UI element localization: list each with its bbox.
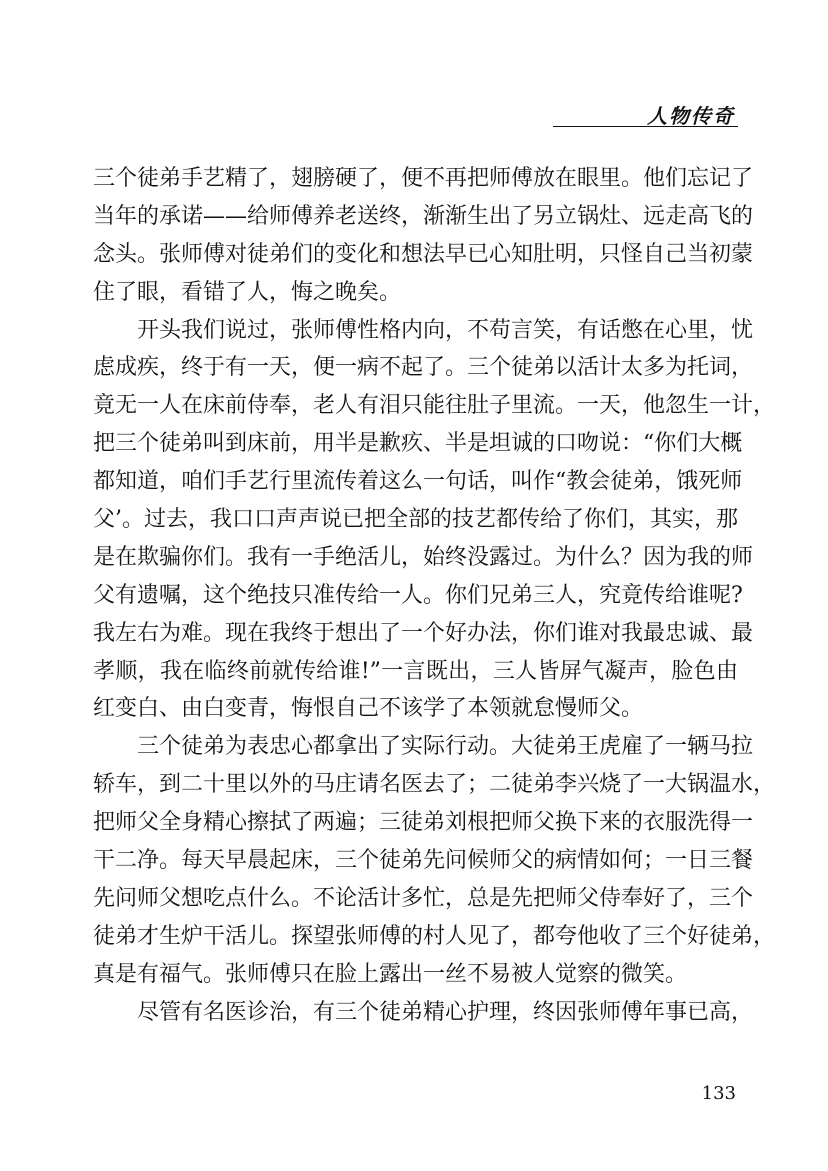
text-line: 孝顺，我在临终前就传给谁!”一言既出，三人皆屏气凝声，脸色由	[93, 658, 738, 684]
page-number: 133	[701, 1083, 736, 1104]
text-line: 我左右为难。现在我终于想出了一个好办法，你们谁对我最忠诚、最	[93, 620, 754, 646]
text-line: 住了眼，看错了人，悔之晚矣。	[93, 279, 402, 305]
running-header-title: 人物传奇	[647, 104, 735, 128]
text-line: 红变白、由白变青，悔恨自己不该学了本领就怠慢师父。	[93, 696, 644, 722]
text-line: 开头我们说过，张师傅性格内向，不苟言笑，有话憋在心里，忧	[137, 317, 754, 343]
text-line: 真是有福气。张师傅只在脸上露出一丝不易被人觉察的微笑。	[93, 961, 688, 987]
text-line: 虑成疾，终于有一天，便一病不起了。三个徒弟以活计太多为托词，	[93, 355, 754, 381]
text-line: 三个徒弟手艺精了，翅膀硬了，便不再把师傅放在眼里。他们忘记了	[93, 166, 754, 191]
text-line: 把三个徒弟叫到床前，用半是歉疚、半是坦诚的口吻说：“你们大概	[93, 431, 743, 457]
text-line: 念头。张师傅对徒弟们的变化和想法早已心知肚明，只怪自己当初蒙	[93, 241, 754, 267]
text-line: 都知道，咱们手艺行里流传着这么一句话，叫作“教会徒弟，饿死师	[93, 469, 743, 495]
text-line: 尽管有名医诊治，有三个徒弟精心护理，终因张师傅年事已高，	[137, 999, 754, 1025]
text-line: 干二净。每天早晨起床，三个徒弟先问候师父的病情如何；一日三餐	[93, 848, 754, 874]
text-line: 父’。过去，我口口声声说已把全部的技艺都传给了你们，其实，那	[93, 507, 738, 533]
text-line: 把师父全身精心擦拭了两遍；三徒弟刘根把师父换下来的衣服洗得一	[93, 810, 754, 836]
body-text	[93, 160, 776, 1031]
text-line: 当年的承诺——给师傅养老送终，渐渐生出了另立锅灶、远走高飞的	[93, 203, 754, 229]
text-line: 竟无一人在床前侍奉，老人有泪只能往肚子里流。一天，他忽生一计，	[93, 393, 776, 419]
header-rule	[553, 126, 738, 127]
text-line: 轿车，到二十里以外的马庄请名医去了；二徒弟李兴烧了一大锅温水，	[93, 772, 776, 798]
text-line: 徒弟才生炉干活儿。探望张师傅的村人见了，都夸他收了三个好徒弟，	[93, 923, 776, 949]
text-line: 父有遗嘱，这个绝技只准传给一人。你们兄弟三人，究竟传给谁呢?	[93, 582, 743, 608]
text-line: 三个徒弟为表忠心都拿出了实际行动。大徒弟王虎雇了一辆马拉	[137, 734, 754, 760]
text-line: 先问师父想吃点什么。不论活计多忙，总是先把师父侍奉好了，三个	[93, 885, 754, 911]
text-line: 是在欺骗你们。我有一手绝活儿，始终没露过。为什么？因为我的师	[93, 544, 754, 570]
